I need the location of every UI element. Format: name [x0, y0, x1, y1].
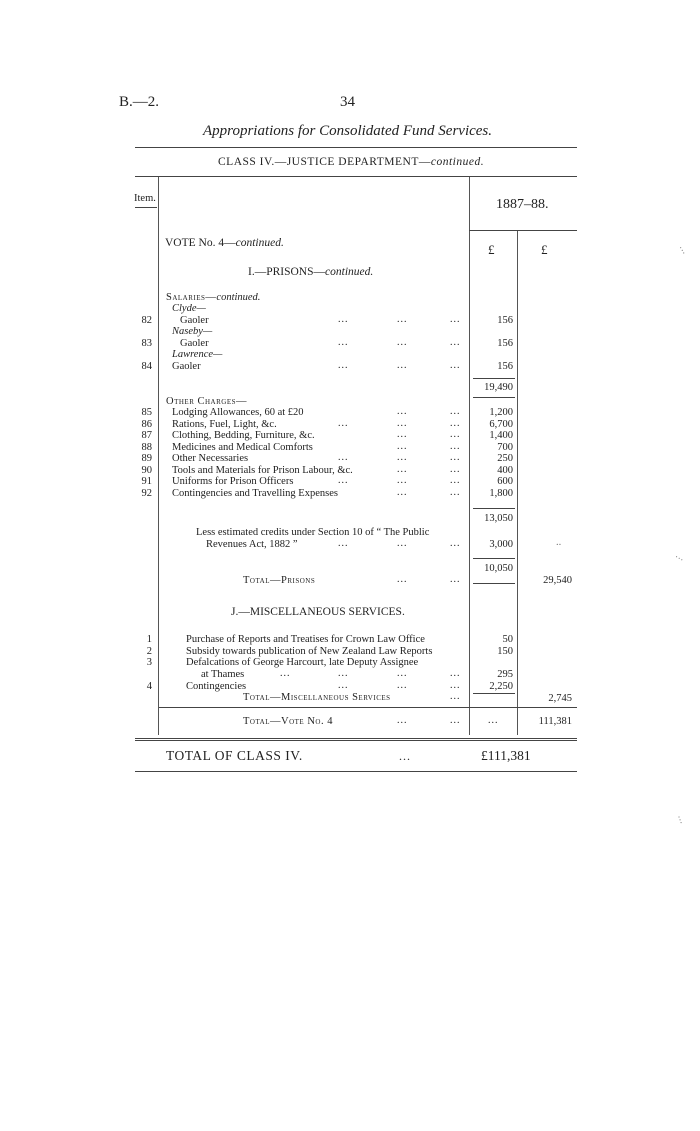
dot-leader: ... [397, 441, 408, 452]
margin-mark: .. [556, 537, 562, 548]
dot-leader: ... [450, 452, 461, 463]
pound-sign-1: £ [488, 242, 495, 257]
dot-leader: ... [450, 475, 461, 486]
page-ref: B.—2. [119, 94, 160, 110]
class-title [218, 156, 484, 168]
dot-leader: ... [450, 538, 461, 549]
dot-leader: ... [338, 337, 349, 348]
page-number: 34 [340, 94, 355, 110]
dot-leader: ... [450, 691, 461, 702]
item-number: 3 [146, 657, 152, 668]
prisons-heading-main: I.—PRISONS— [248, 266, 326, 278]
sum-rule [473, 397, 515, 398]
item-number: 88 [141, 442, 152, 453]
pound-sign-2: £ [541, 242, 548, 257]
less-credits-line-1: Less estimated credits under Section 10 of “ The Public [196, 527, 430, 538]
mid-column-rule [517, 230, 518, 735]
item-number: 90 [141, 465, 152, 476]
item-header-underline [135, 207, 157, 208]
sum-rule [473, 508, 515, 509]
less-credits-line-2: Revenues Act, 1882 ” [206, 539, 298, 550]
dot-leader: ... [397, 418, 408, 429]
item-number: 1 [146, 634, 152, 645]
dot-leader: ... [397, 715, 408, 726]
class-total-amount: £111,381 [481, 748, 531, 763]
margin-mark: … [676, 813, 689, 825]
line-description: Uniforms for Prison Officers [172, 476, 294, 487]
line-description: Clothing, Bedding, Furniture, &c. [172, 430, 315, 441]
prisons-heading [248, 266, 373, 278]
dot-leader: ... [397, 680, 408, 691]
line-amount: 600 [497, 476, 513, 487]
prisons-total: 29,540 [543, 575, 572, 586]
line-description: Gaoler [180, 338, 209, 349]
running-title: Appropriations for Consolidated Fund Services. [203, 123, 493, 139]
vote-total-label: Total—Vote No. 4 [243, 716, 333, 727]
dot-leader: ... [397, 406, 408, 417]
dot-leader: ... [397, 452, 408, 463]
line-description-cont: at Thames [201, 669, 245, 680]
dot-leader: ... [450, 406, 461, 417]
line-description: Gaoler [180, 315, 209, 326]
dot-leader: ... [397, 475, 408, 486]
line-description: Lodging Allowances, 60 at £20 [172, 407, 304, 418]
line-amount: 50 [502, 634, 513, 645]
dot-leader: ... [450, 668, 461, 679]
line-amount: 400 [497, 465, 513, 476]
line-amount: 700 [497, 442, 513, 453]
class-total-rule-bottom [135, 771, 577, 772]
dot-leader: ... [280, 668, 291, 679]
item-number: 2 [146, 646, 152, 657]
class-total-rule-top [135, 738, 577, 739]
salaries-label-main: Salaries— [166, 292, 217, 303]
dot-leader: ... [338, 538, 349, 549]
dot-leader: ... [450, 429, 461, 440]
line-amount: 156 [497, 338, 513, 349]
dot-leader: ... [450, 464, 461, 475]
salaries-label-cont: continued. [216, 292, 261, 303]
salaries-total: 19,490 [484, 382, 513, 393]
prisons-net: 10,050 [484, 563, 513, 574]
dot-leader: ... [338, 418, 349, 429]
dot-leader: ... [450, 314, 461, 325]
less-credits-amount: 3,000 [489, 539, 513, 550]
line-description: Rations, Fuel, Light, &c. [172, 419, 277, 430]
dot-leader: ... [397, 464, 408, 475]
line-description: Subsidy towards publication of New Zealand Law Reports [186, 646, 433, 657]
sum-rule [473, 558, 515, 559]
item-number: 89 [141, 453, 152, 464]
class-total-label: TOTAL OF CLASS IV. [166, 748, 303, 763]
other-charges-label: Other Charges— [166, 396, 247, 407]
sum-rule [473, 693, 515, 694]
item-number: 83 [141, 338, 152, 349]
item-number: 86 [141, 419, 152, 430]
dot-leader: ... [397, 574, 408, 585]
item-number: 4 [146, 681, 152, 692]
dot-leader: ... [450, 680, 461, 691]
vote-total-rule [159, 707, 577, 708]
item-column-header: Item. [134, 193, 156, 204]
dot-leader: ... [397, 668, 408, 679]
place-name: Lawrence— [172, 349, 223, 360]
line-description: Tools and Materials for Prison Labour, &c. [172, 465, 353, 476]
dot-leader: ... [338, 452, 349, 463]
year-rule [469, 230, 577, 231]
line-amount: 1,400 [489, 430, 513, 441]
item-number: 91 [141, 476, 152, 487]
line-amount: 1,800 [489, 488, 513, 499]
dot-leader: ... [338, 360, 349, 371]
line-description: Other Necessaries [172, 453, 249, 464]
misc-total: 2,745 [548, 693, 572, 704]
dot-leader: ... [397, 360, 408, 371]
dot-leader: ... [450, 441, 461, 452]
vote-cont: continued. [235, 237, 284, 249]
class-title-cont: continued. [430, 156, 485, 168]
place-name: Naseby— [172, 326, 213, 337]
margin-mark: … [677, 242, 692, 256]
line-description: Defalcations of George Harcourt, late Deputy Assignee [186, 657, 419, 668]
place-name: Clyde— [172, 303, 206, 314]
dot-leader: ... [399, 749, 411, 763]
dot-leader: ... [450, 360, 461, 371]
item-number: 84 [141, 361, 152, 372]
vote-heading [165, 237, 284, 249]
line-amount: 250 [497, 453, 513, 464]
line-amount: 150 [497, 646, 513, 657]
sum-rule [473, 583, 515, 584]
misc-heading: J.—MISCELLANEOUS SERVICES. [231, 606, 405, 618]
header-rule [135, 147, 577, 148]
dot-leader: ... [397, 314, 408, 325]
dot-leader: ... [450, 574, 461, 585]
line-amount: 1,200 [489, 407, 513, 418]
dot-leader: ... [488, 715, 499, 726]
dot-leader: ... [338, 314, 349, 325]
line-description: Purchase of Reports and Treatises for Crown Law Office [186, 634, 425, 645]
class-title-main: CLASS IV.—JUSTICE DEPARTMENT— [218, 156, 431, 168]
year-header: 1887–88. [496, 197, 549, 212]
item-number: 87 [141, 430, 152, 441]
dot-leader: ... [397, 538, 408, 549]
line-amount: 156 [497, 315, 513, 326]
dot-leader: ... [450, 715, 461, 726]
item-number: 82 [141, 315, 152, 326]
margin-mark: … [674, 549, 687, 563]
line-amount: 295 [497, 669, 513, 680]
misc-total-label: Total—Miscellaneous Services [243, 692, 391, 703]
dot-leader: ... [397, 487, 408, 498]
line-description: Medicines and Medical Comforts [172, 442, 313, 453]
dot-leader: ... [338, 680, 349, 691]
dot-leader: ... [450, 418, 461, 429]
prisons-heading-cont: continued. [325, 266, 374, 278]
item-column-rule [158, 177, 159, 735]
dot-leader: ... [338, 668, 349, 679]
item-number: 85 [141, 407, 152, 418]
prisons-total-label: Total—Prisons [243, 575, 316, 586]
line-amount: 6,700 [489, 419, 513, 430]
class-total-rule-top-2 [135, 740, 577, 741]
dot-leader: ... [397, 337, 408, 348]
line-description: Contingencies [186, 681, 247, 692]
dot-leader: ... [397, 429, 408, 440]
line-amount: 2,250 [489, 681, 513, 692]
sum-rule [473, 378, 515, 379]
item-number: 92 [141, 488, 152, 499]
line-amount: 156 [497, 361, 513, 372]
vote-label: VOTE No. 4— [165, 237, 236, 249]
table-top-rule [135, 176, 577, 177]
vote-total: 111,381 [538, 716, 572, 727]
line-description: Gaoler [172, 361, 201, 372]
dot-leader: ... [338, 475, 349, 486]
dot-leader: ... [450, 487, 461, 498]
dot-leader: ... [450, 337, 461, 348]
other-charges-subtotal: 13,050 [484, 513, 513, 524]
line-description: Contingencies and Travelling Expenses [172, 488, 338, 499]
